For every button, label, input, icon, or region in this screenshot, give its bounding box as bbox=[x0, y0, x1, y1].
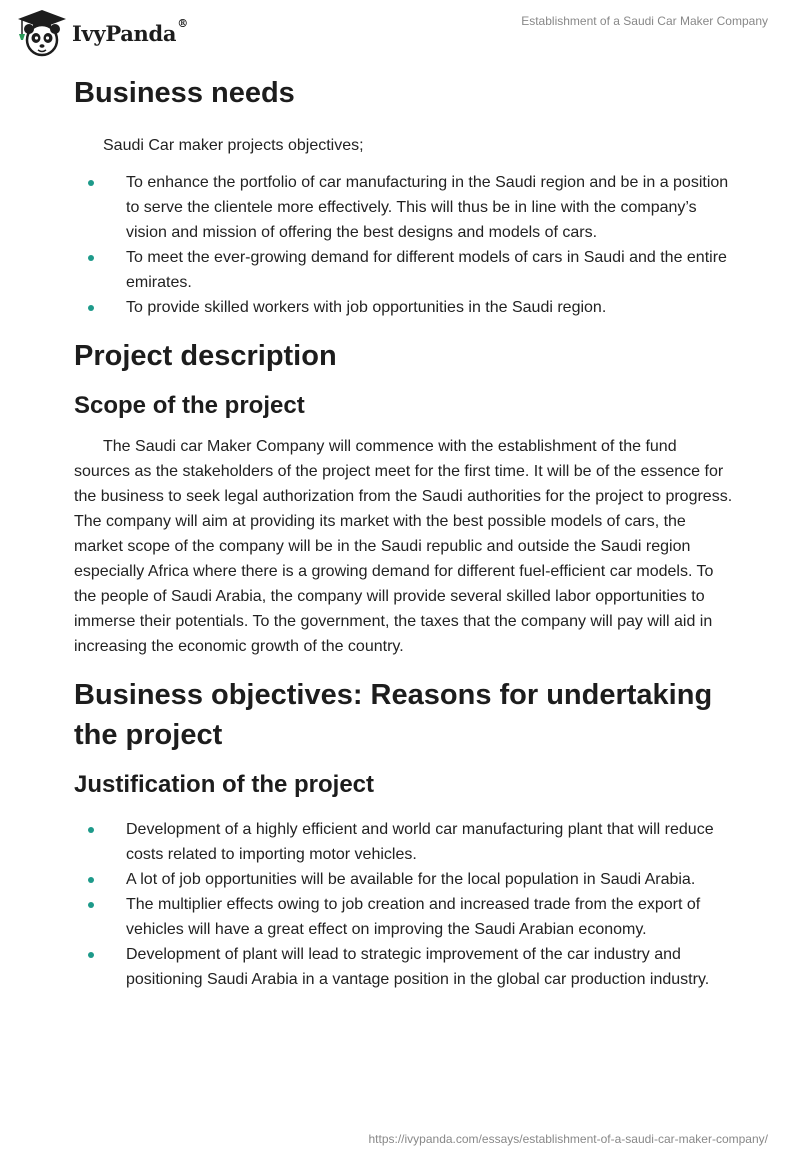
list-item: Development of a highly efficient and world car manufacturing plant that will reduce costs related to importing motor vehicles. bbox=[74, 817, 734, 867]
list-item: A lot of job opportunities will be available for the local population in Saudi Arabia. bbox=[74, 867, 734, 892]
bullet-icon bbox=[88, 902, 94, 908]
heading-project-description: Project description bbox=[74, 340, 337, 372]
brand-logo-link[interactable] bbox=[14, 8, 188, 58]
list-item: To meet the ever-growing demand for different models of cars in Saudi and the entire emirates. bbox=[74, 245, 734, 295]
bullet-icon bbox=[88, 952, 94, 958]
list-item: Development of plant will lead to strategic improvement of the car industry and positioning Saudi Arabia in a vantage position in the global car production industry. bbox=[74, 942, 734, 992]
scope-paragraph: The Saudi car Maker Company will commence with the establishment of the fund sources as the stakeholders of the project meet for the first time. It will be of the essence for the business to seek legal authorization from the Saudi authorities for the project to progress. The company will aim at providing its market with the best possible models of cars, the market scope of the company will be in the Saudi republic and outside the Saudi region especially Africa where there is a growing demand for different fuel-efficient car models. To the people of Saudi Arabia, the company will provide several skilled labor opportunities to immerse their potentials. To the government, the taxes that the company will pay will aid in increasing the economic growth of the country. bbox=[74, 438, 733, 655]
panda-graduate-icon bbox=[14, 8, 70, 58]
heading-business-objectives: Business objectives: Reasons for undertaking the project bbox=[74, 679, 713, 751]
document-title: Establishment of a Saudi Car Maker Company bbox=[521, 14, 768, 28]
list-item: The multiplier effects owing to job creation and increased trade from the export of vehicles will have a great effect on improving the Saudi Arabian economy. bbox=[74, 892, 734, 942]
source-url-link[interactable]: https://ivypanda.com/essays/establishment-of-a-saudi-car-maker-company/ bbox=[368, 1132, 768, 1146]
objectives-intro: Saudi Car maker projects objectives; bbox=[103, 137, 364, 154]
heading-scope: Scope of the project bbox=[74, 392, 305, 419]
bullet-icon bbox=[88, 180, 94, 186]
brand-name: IvyPanda® bbox=[72, 16, 188, 46]
bullet-icon bbox=[88, 877, 94, 883]
justification-list bbox=[74, 817, 734, 992]
list-item: To provide skilled workers with job opportunities in the Saudi region. bbox=[74, 295, 734, 320]
bullet-icon bbox=[88, 255, 94, 261]
essay-content bbox=[74, 70, 734, 992]
page-header bbox=[0, 0, 800, 70]
bullet-icon bbox=[88, 827, 94, 833]
list-item: To enhance the portfolio of car manufacturing in the Saudi region and be in a position to serve the clientele more effectively. This will thus be in line with the company’s vision and mission of offering the best designs and models of cars. bbox=[74, 170, 734, 245]
bullet-icon bbox=[88, 305, 94, 311]
heading-business-needs: Business needs bbox=[74, 77, 295, 109]
objectives-list bbox=[74, 170, 734, 320]
heading-justification: Justification of the project bbox=[74, 771, 375, 798]
